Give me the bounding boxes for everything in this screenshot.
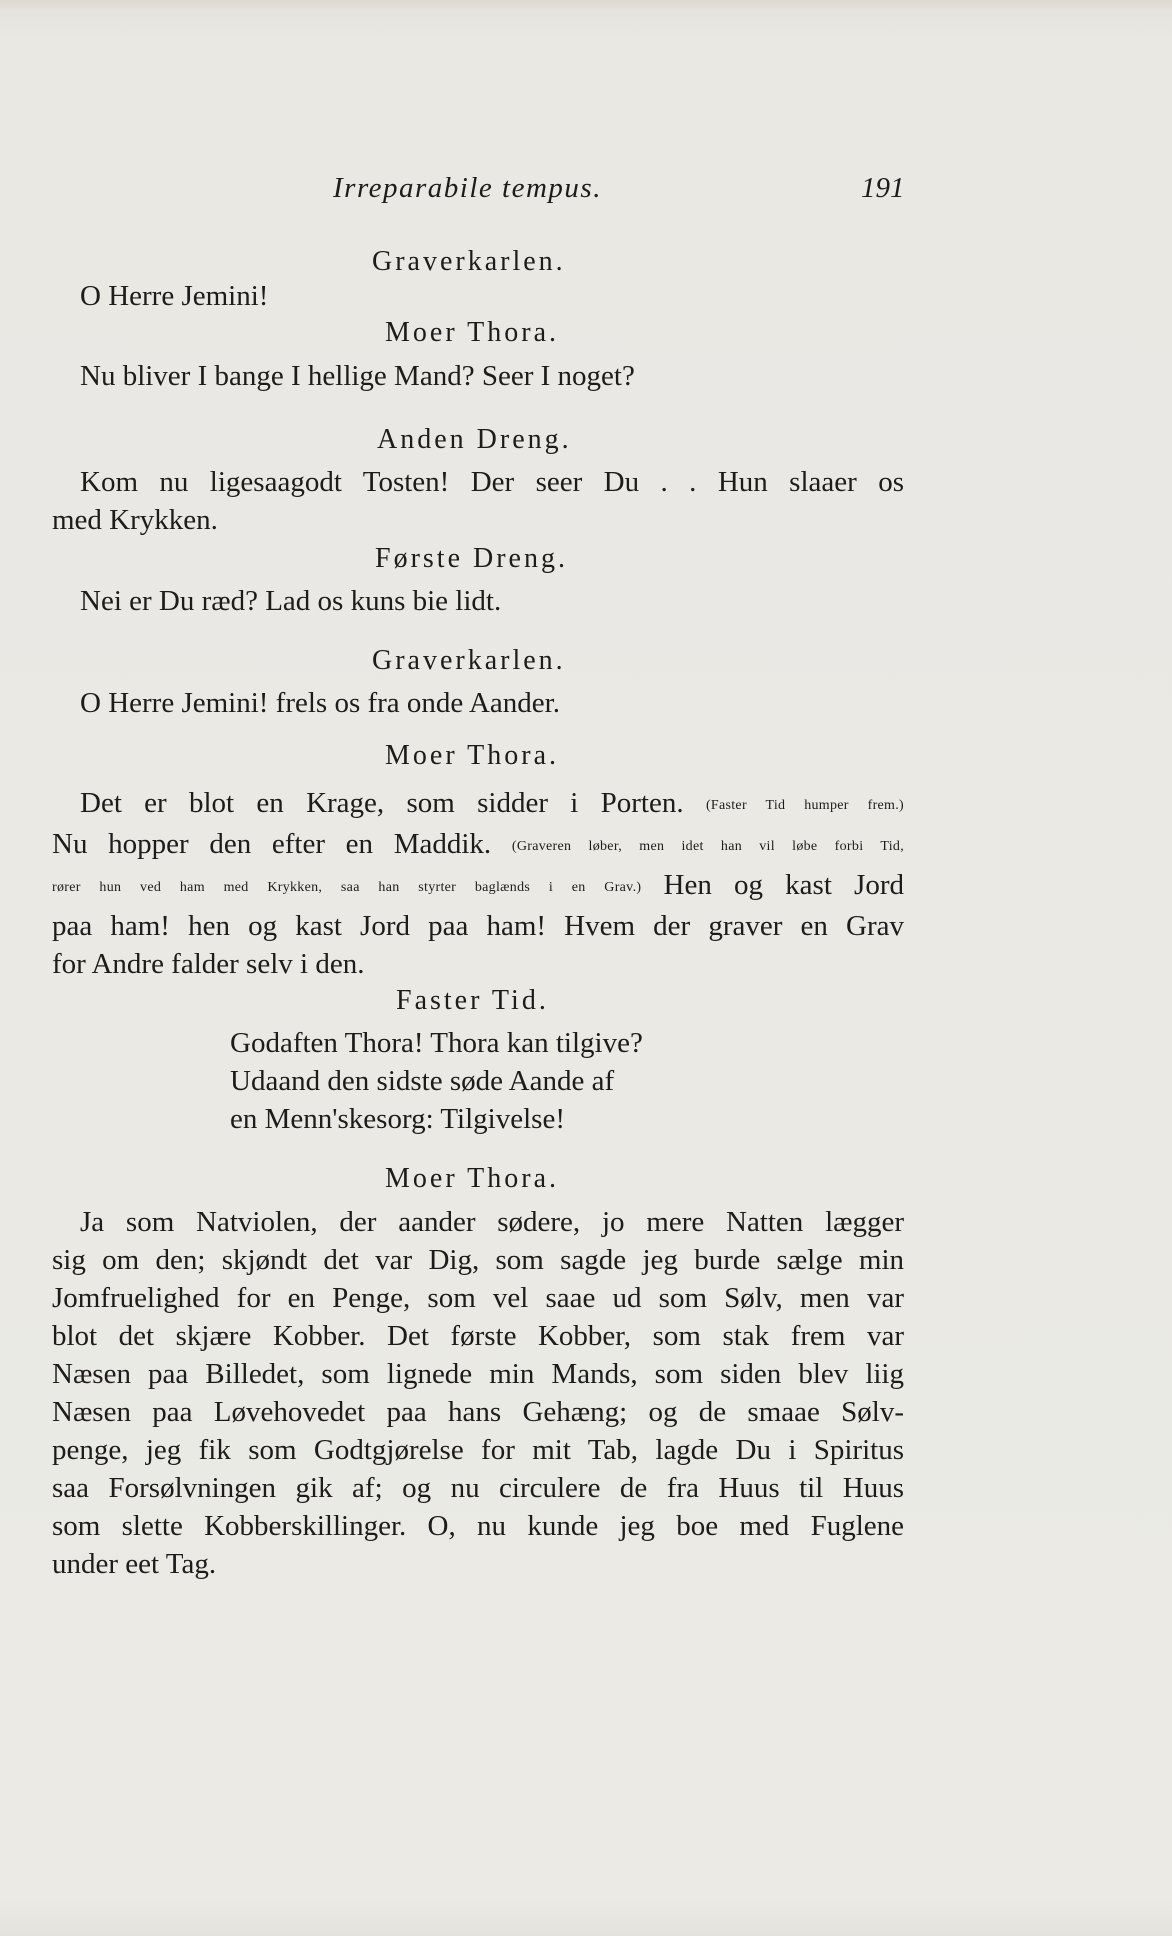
speaker-name: Moer Thora. xyxy=(385,1163,559,1194)
dialogue-fragment: Det er blot en Krage, som sidder i Porten. xyxy=(80,787,684,819)
speaker-name: Graverkarlen. xyxy=(372,246,566,277)
dialogue-line: Kom nu ligesaagodt Tosten! Der seer Du . . Hun slaaer os xyxy=(80,466,904,498)
stage-direction: (Faster Tid humper frem.) xyxy=(705,798,905,813)
dialogue-fragment: Nu hopper den efter en Maddik. xyxy=(52,828,492,860)
dialogue-text xyxy=(80,684,560,722)
verse-line: Udaand den sidste søde Aande af xyxy=(230,1065,615,1097)
running-title: Irreparabile tempus. xyxy=(333,172,602,204)
verse-line: Godaften Thora! Thora kan tilgive? xyxy=(230,1027,643,1059)
dialogue-line: under eet Tag. xyxy=(52,1548,217,1580)
stage-direction: rører hun ved ham med Krykken, saa han styrter baglænds i en Grav.) xyxy=(52,880,642,895)
dialogue-line: Næsen paa Løvehovedet paa hans Gehæng; og de smaae Sølv- xyxy=(52,1396,904,1428)
dialogue-line: som slette Kobberskillinger. O, nu kunde jeg boe med Fuglene xyxy=(52,1510,904,1542)
dialogue-line xyxy=(52,866,904,907)
speaker-name: Moer Thora. xyxy=(385,317,559,348)
dialogue-line: saa Forsølvningen gik af; og nu circulere de fra Huus til Huus xyxy=(52,1472,904,1504)
dialogue-line: O Herre Jemini! frels os fra onde Aander. xyxy=(80,687,560,719)
stage-direction: (Graveren løber, men idet han vil løbe forbi Tid, xyxy=(511,839,905,854)
dialogue-line: Nei er Du ræd? Lad os kuns bie lidt. xyxy=(80,585,502,617)
dialogue-line: blot det skjære Kobber. Det første Kobber, som stak frem var xyxy=(52,1320,904,1352)
dialogue-text xyxy=(52,463,904,539)
dialogue-line xyxy=(52,825,904,866)
dialogue-line: paa ham! hen og kast Jord paa ham! Hvem der graver en Grav xyxy=(52,910,904,942)
dialogue-line: Jomfruelighed for en Penge, som vel saae ud som Sølv, men var xyxy=(52,1282,904,1314)
dialogue-text xyxy=(80,357,635,395)
page-header xyxy=(0,172,1172,212)
dialogue-line: med Krykken. xyxy=(52,504,218,536)
dialogue-text xyxy=(52,1203,904,1583)
dialogue-text xyxy=(52,784,904,983)
dialogue-line: for Andre falder selv i den. xyxy=(52,948,365,980)
speaker-name: Faster Tid. xyxy=(396,985,549,1016)
dialogue-fragment: Hen og kast Jord xyxy=(663,869,904,901)
dialogue-text xyxy=(80,582,501,620)
dialogue-line: O Herre Jemini! xyxy=(80,280,269,312)
dialogue-line: penge, jeg fik som Godtgjørelse for mit Tab, lagde Du i Spiritus xyxy=(52,1434,904,1466)
speaker-name: Graverkarlen. xyxy=(372,645,566,676)
dialogue-line xyxy=(52,784,904,825)
speaker-name: Første Dreng. xyxy=(375,543,568,574)
dialogue-line: Næsen paa Billedet, som lignede min Mands, som siden blev liig xyxy=(52,1358,904,1390)
verse-line: en Menn'skesorg: Tilgivelse! xyxy=(230,1103,565,1135)
verse-text xyxy=(230,1024,643,1138)
speaker-name: Moer Thora. xyxy=(385,740,559,771)
dialogue-line: sig om den; skjøndt det var Dig, som sagde jeg burde sælge min xyxy=(52,1244,904,1276)
speaker-name: Anden Dreng. xyxy=(377,424,572,455)
dialogue-line: Nu bliver I bange I hellige Mand? Seer I noget? xyxy=(80,360,635,392)
dialogue-text xyxy=(80,277,268,315)
page-number: 191 xyxy=(861,172,905,204)
dialogue-line: Ja som Natviolen, der aander sødere, jo mere Natten lægger xyxy=(80,1206,904,1238)
